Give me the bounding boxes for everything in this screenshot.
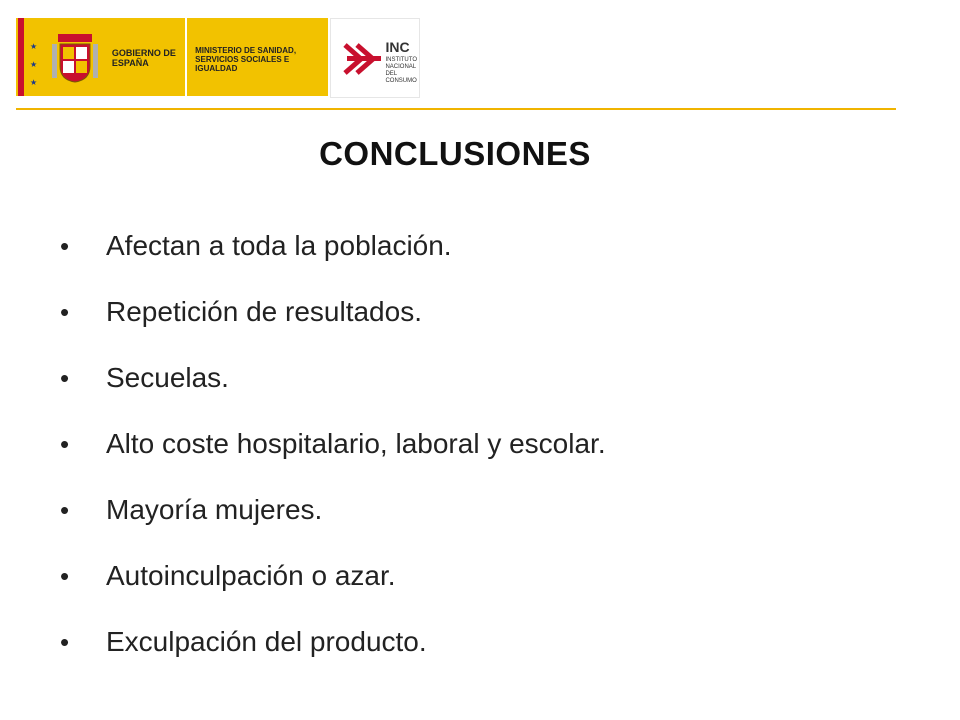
list-item-text: Repetición de resultados. — [106, 296, 422, 327]
bullet-icon: • — [60, 231, 70, 261]
inc-logo-icon — [341, 37, 385, 81]
inc-block — [330, 18, 420, 98]
inc-subtitle: INSTITUTO NACIONAL DEL CONSUMO — [385, 57, 417, 84]
page-title: CONCLUSIONES — [319, 135, 591, 172]
bullet-icon: • — [60, 495, 70, 525]
list-item-text: Exculpación del producto. — [106, 626, 427, 657]
conclusions-list — [60, 226, 606, 688]
coat-of-arms-icon — [50, 30, 100, 86]
flag-red-stripe — [18, 18, 24, 96]
list-item — [60, 292, 606, 358]
ministerio-label: MINISTERIO DE SANIDAD, SERVICIOS SOCIALES E IGUALDAD — [195, 46, 297, 73]
bullet-icon: • — [60, 627, 70, 657]
list-item-text: Secuelas. — [106, 362, 229, 393]
header-divider — [16, 108, 896, 110]
gobierno-label: GOBIERNO DE ESPAÑA — [111, 48, 176, 68]
list-item — [60, 226, 606, 292]
list-item-text: Afectan a toda la población. — [106, 230, 452, 261]
list-item — [60, 490, 606, 556]
list-item — [60, 358, 606, 424]
bullet-icon: • — [60, 561, 70, 591]
ministerio-block — [187, 18, 330, 96]
inc-title: INC — [385, 39, 410, 55]
bullet-icon: • — [60, 363, 70, 393]
list-item — [60, 622, 606, 688]
bullet-icon: • — [60, 429, 70, 459]
list-item-text: Autoinculpación o azar. — [106, 560, 396, 591]
list-item-text: Alto coste hospitalario, laboral y escolar. — [106, 428, 606, 459]
bullet-icon: • — [60, 297, 70, 327]
header-banner — [16, 18, 420, 96]
gobierno-block — [40, 18, 187, 96]
list-item — [60, 424, 606, 490]
list-item — [60, 556, 606, 622]
list-item-text: Mayoría mujeres. — [106, 494, 323, 525]
eu-flag-strip — [16, 18, 40, 96]
eu-stars-icon: ★ ★ ★ — [30, 42, 38, 87]
